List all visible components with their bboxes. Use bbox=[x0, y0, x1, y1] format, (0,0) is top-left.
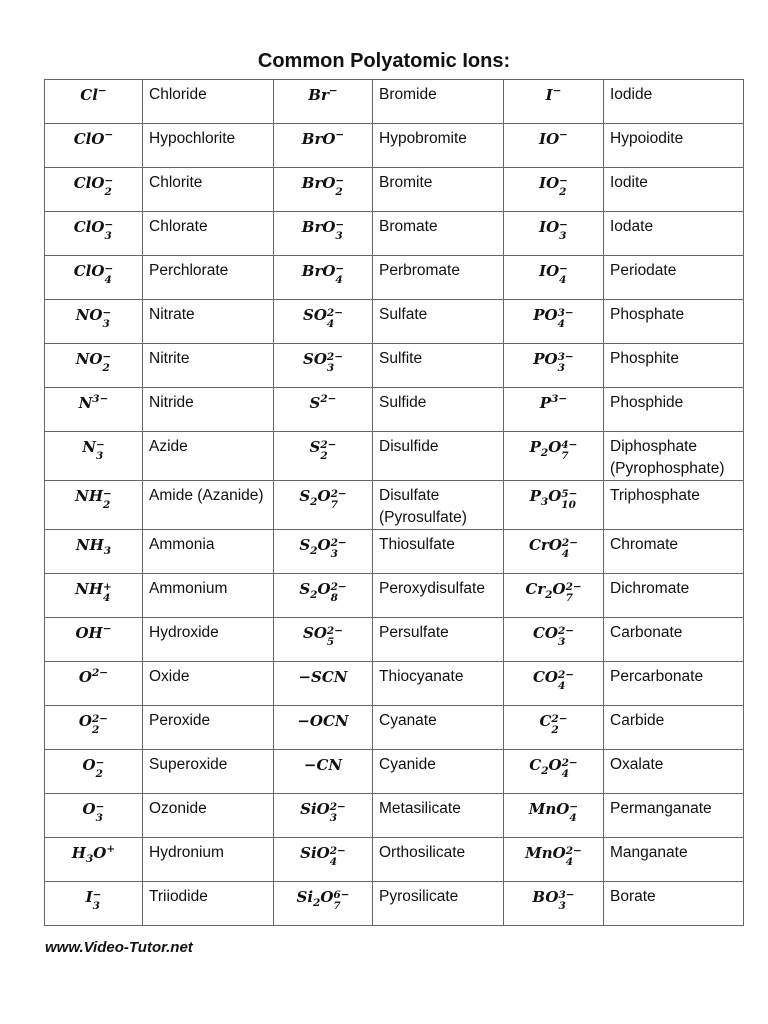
ion-name: Dichromate bbox=[604, 574, 744, 618]
table-row bbox=[45, 168, 744, 212]
ion-name: Carbide bbox=[604, 706, 744, 750]
ion-formula: ClO − 2 bbox=[45, 168, 143, 212]
ion-name: Chlorate bbox=[143, 212, 274, 256]
table-row bbox=[45, 256, 744, 300]
ion-formula: ClO − 4 bbox=[45, 256, 143, 300]
table-row bbox=[45, 124, 744, 168]
ion-formula: PO 3− 4 bbox=[504, 300, 604, 344]
ion-name: Thiocyanate bbox=[373, 662, 504, 706]
ion-formula: CO 2− 4 bbox=[504, 662, 604, 706]
ion-name: Oxalate bbox=[604, 750, 744, 794]
table-row bbox=[45, 432, 744, 481]
ion-name: Sulfide bbox=[373, 388, 504, 432]
ion-name: Peroxydisulfate bbox=[373, 574, 504, 618]
table-row bbox=[45, 530, 744, 574]
ion-formula: BO 3− 3 bbox=[504, 882, 604, 926]
ion-name: Disulfate (Pyrosulfate) bbox=[373, 481, 504, 530]
ion-name: Peroxide bbox=[143, 706, 274, 750]
ion-name: Ammonia bbox=[143, 530, 274, 574]
ion-name: Triiodide bbox=[143, 882, 274, 926]
ion-name: Hypochlorite bbox=[143, 124, 274, 168]
ion-name: Nitrate bbox=[143, 300, 274, 344]
ion-name: Nitride bbox=[143, 388, 274, 432]
table-row bbox=[45, 706, 744, 750]
ion-formula: $P^{3-}$ bbox=[504, 388, 604, 432]
ion-name: Cyanate bbox=[373, 706, 504, 750]
table-row bbox=[45, 388, 744, 432]
ion-formula: SO 2− 4 bbox=[274, 300, 373, 344]
table-row bbox=[45, 574, 744, 618]
ion-formula: NH − 2 bbox=[45, 481, 143, 530]
ion-name: Pyrosilicate bbox=[373, 882, 504, 926]
ion-formula: PO 3− 3 bbox=[504, 344, 604, 388]
ion-formula: BrO − 2 bbox=[274, 168, 373, 212]
ion-formula: NO − 2 bbox=[45, 344, 143, 388]
ion-name: Chromate bbox=[604, 530, 744, 574]
ion-name: Hydronium bbox=[143, 838, 274, 882]
ion-formula: $O^{2-}$ bbox=[45, 662, 143, 706]
ion-name: Carbonate bbox=[604, 618, 744, 662]
ion-name: Oxide bbox=[143, 662, 274, 706]
ion-name: Phosphide bbox=[604, 388, 744, 432]
ion-name: Iodide bbox=[604, 80, 744, 124]
ion-formula: Br− bbox=[274, 80, 373, 124]
ion-formula: $N^{3-}$ bbox=[45, 388, 143, 432]
ion-formula: Cl− bbox=[45, 80, 143, 124]
table-row bbox=[45, 794, 744, 838]
ion-formula: IO − 2 bbox=[504, 168, 604, 212]
ion-formula: $S_2O$ 2− 7 bbox=[274, 481, 373, 530]
ion-name: Hypobromite bbox=[373, 124, 504, 168]
ion-formula: −SCN bbox=[274, 662, 373, 706]
ion-name: Bromite bbox=[373, 168, 504, 212]
ion-name: Nitrite bbox=[143, 344, 274, 388]
ion-formula: −CN bbox=[274, 750, 373, 794]
footer-website: www.Video-Tutor.net bbox=[45, 939, 193, 956]
ion-formula: CO 2− 3 bbox=[504, 618, 604, 662]
table-row bbox=[45, 481, 744, 530]
ion-name: Phosphite bbox=[604, 344, 744, 388]
ion-formula: CrO 2− 4 bbox=[504, 530, 604, 574]
ion-name: Borate bbox=[604, 882, 744, 926]
ion-name: Bromate bbox=[373, 212, 504, 256]
ion-formula: O 2− 2 bbox=[45, 706, 143, 750]
ion-formula: MnO − 4 bbox=[504, 794, 604, 838]
ion-name: Perbromate bbox=[373, 256, 504, 300]
ion-formula: IO − 4 bbox=[504, 256, 604, 300]
ion-name: Triphosphate bbox=[604, 481, 744, 530]
ion-formula: SiO 2− 3 bbox=[274, 794, 373, 838]
ion-name: Orthosilicate bbox=[373, 838, 504, 882]
ion-formula: $S_2O$ 2− 3 bbox=[274, 530, 373, 574]
ion-name: Thiosulfate bbox=[373, 530, 504, 574]
ion-name: Perchlorate bbox=[143, 256, 274, 300]
ion-formula: $P_2O$ 4− 7 bbox=[504, 432, 604, 481]
ion-formula: IO− bbox=[504, 124, 604, 168]
ion-name: Sulfate bbox=[373, 300, 504, 344]
table-row bbox=[45, 618, 744, 662]
ion-name: Iodite bbox=[604, 168, 744, 212]
ion-name: Iodate bbox=[604, 212, 744, 256]
ion-formula: SiO 2− 4 bbox=[274, 838, 373, 882]
table-row bbox=[45, 212, 744, 256]
ion-formula: IO − 3 bbox=[504, 212, 604, 256]
ion-name: Manganate bbox=[604, 838, 744, 882]
ion-formula: O − 2 bbox=[45, 750, 143, 794]
ion-formula: C 2− 2 bbox=[504, 706, 604, 750]
ion-formula: O − 3 bbox=[45, 794, 143, 838]
ion-formula: ClO − 3 bbox=[45, 212, 143, 256]
ion-formula: SO 2− 5 bbox=[274, 618, 373, 662]
ion-formula: $Si_2O$ 6− 7 bbox=[274, 882, 373, 926]
table-row bbox=[45, 882, 744, 926]
ion-name: Permanganate bbox=[604, 794, 744, 838]
table-row bbox=[45, 344, 744, 388]
polyatomic-ions-table bbox=[44, 79, 744, 926]
ion-name: Periodate bbox=[604, 256, 744, 300]
ion-formula: $Cr_2O$ 2− 7 bbox=[504, 574, 604, 618]
table-row bbox=[45, 838, 744, 882]
ion-formula: −OCN bbox=[274, 706, 373, 750]
ion-formula: $P_3O$ 5− 10 bbox=[504, 481, 604, 530]
ion-name: Amide (Azanide) bbox=[143, 481, 274, 530]
ion-formula: $S^{2-}$ bbox=[274, 388, 373, 432]
ion-formula: OH− bbox=[45, 618, 143, 662]
ion-name: Superoxide bbox=[143, 750, 274, 794]
ion-name: Cyanide bbox=[373, 750, 504, 794]
ion-formula: $S_2O$ 2− 8 bbox=[274, 574, 373, 618]
ion-name: Diphosphate (Pyrophosphate) bbox=[604, 432, 744, 481]
ion-name: Hypoiodite bbox=[604, 124, 744, 168]
ion-name: Bromide bbox=[373, 80, 504, 124]
page-title: Common Polyatomic Ions: bbox=[257, 50, 511, 72]
ion-name: Azide bbox=[143, 432, 274, 481]
ion-formula: I− bbox=[504, 80, 604, 124]
ion-name: Disulfide bbox=[373, 432, 504, 481]
ion-name: Sulfite bbox=[373, 344, 504, 388]
ion-formula: $H_3O^+$ bbox=[45, 838, 143, 882]
ion-name: Hydroxide bbox=[143, 618, 274, 662]
table-row bbox=[45, 662, 744, 706]
ion-formula: $C_2O$ 2− 4 bbox=[504, 750, 604, 794]
ion-name: Ammonium bbox=[143, 574, 274, 618]
ion-name: Metasilicate bbox=[373, 794, 504, 838]
ion-formula: I − 3 bbox=[45, 882, 143, 926]
ion-name: Phosphate bbox=[604, 300, 744, 344]
ion-formula: $NH_3$ bbox=[45, 530, 143, 574]
ion-name: Chloride bbox=[143, 80, 274, 124]
ion-name: Percarbonate bbox=[604, 662, 744, 706]
ion-name: Persulfate bbox=[373, 618, 504, 662]
ion-name: Chlorite bbox=[143, 168, 274, 212]
ion-formula: S 2− 2 bbox=[274, 432, 373, 481]
ion-name: Ozonide bbox=[143, 794, 274, 838]
ion-formula: NO − 3 bbox=[45, 300, 143, 344]
ion-formula: BrO − 4 bbox=[274, 256, 373, 300]
table-row bbox=[45, 300, 744, 344]
ion-formula: MnO 2− 4 bbox=[504, 838, 604, 882]
table-row bbox=[45, 80, 744, 124]
ion-formula: N − 3 bbox=[45, 432, 143, 481]
ion-formula: NH + 4 bbox=[45, 574, 143, 618]
ion-formula: BrO− bbox=[274, 124, 373, 168]
ion-formula: BrO − 3 bbox=[274, 212, 373, 256]
ion-formula: SO 2− 3 bbox=[274, 344, 373, 388]
table-row bbox=[45, 750, 744, 794]
ion-formula: ClO− bbox=[45, 124, 143, 168]
